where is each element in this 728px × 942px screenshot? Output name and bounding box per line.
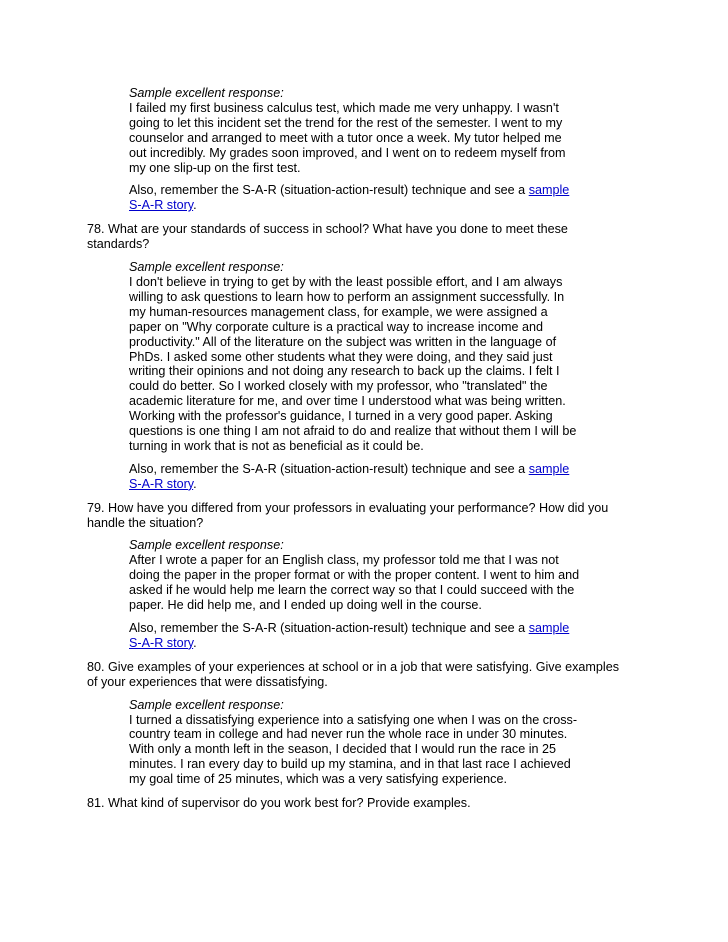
question-80: 80. Give examples of your experiences at school or in a job that were satisfying. Give examples (87, 659, 619, 674)
answer-line: willing to ask questions to learn how to perform an assignment successfully. In (129, 289, 565, 304)
answer-line: Working with the professor's guidance, I turned in a very good paper. Asking (129, 409, 553, 424)
answer-line: academic literature for me, and over time I understood what was being written. (129, 394, 566, 409)
question-80: of your experiences that were dissatisfying. (87, 674, 328, 689)
answer-line: my one slip-up on the first test. (129, 160, 301, 175)
answer-line: doing the paper in the proper format or with the proper content. I went to him and (129, 568, 580, 583)
sar-reminder: Also, remember the S-A-R (situation-action-result) technique and see a sample (129, 621, 570, 635)
sar-reminder-continued: S-A-R story. (129, 198, 197, 213)
question-78: 78. What are your standards of success in school? What have you done to meet these (87, 222, 568, 237)
answer-line: I turned a dissatisfying experience into a satisfying one when I was on the cross- (129, 712, 578, 727)
sample-sar-story-link[interactable]: sample (528, 461, 570, 476)
answer-line: After I wrote a paper for an English class, my professor told me that I was not (129, 553, 559, 568)
answer-line: going to let this incident set the trend for the rest of the semester. I went to my (129, 115, 563, 130)
answer-line: could do better. So I worked closely with my professor, who "translated" the (129, 379, 548, 394)
answer-line: paper. He did help me, and I ended up doing well in the course. (129, 598, 482, 613)
answer-line: my goal time of 25 minutes, which was a very satisfying experience. (129, 772, 507, 787)
answer-line: I failed my first business calculus test, which made me very unhappy. I wasn't (129, 100, 559, 115)
sample-response-heading: Sample excellent response: (129, 697, 284, 712)
question-79: 79. How have you differed from your professors in evaluating your performance? How did you (87, 500, 609, 515)
question-79: handle the situation? (87, 515, 204, 530)
answer-line: With only a month left in the season, I decided that I would run the race in 25 (129, 742, 557, 757)
sar-reminder: Also, remember the S-A-R (situation-action-result) technique and see a sample (129, 183, 570, 198)
sar-reminder-continued: S-A-R story. (129, 476, 197, 491)
sample-sar-story-link[interactable]: sample (528, 183, 570, 198)
document-page (87, 86, 687, 811)
sample-sar-story-link[interactable]: S-A-R story (129, 635, 194, 650)
sar-reminder: Also, remember the S-A-R (situation-action-result) technique and see a sample (129, 461, 570, 476)
answer-line: asked if he would help me learn the correct way so that I could succeed with the (129, 583, 575, 598)
answer-line: counselor and arranged to meet with a tutor once a week. My tutor helped me (129, 130, 562, 145)
sample-response-heading: Sample excellent response: (129, 86, 284, 100)
answer-line: out incredibly. My grades soon improved, and I went on to redeem myself from (129, 145, 566, 160)
sample-response-heading: Sample excellent response: (129, 538, 284, 553)
answer-line: paper on "Why corporate culture is a practical way to increase income and (129, 319, 543, 334)
answer-line: my human-resources management class, for example, we were assigned a (129, 304, 548, 319)
sample-sar-story-link[interactable]: sample (528, 621, 570, 635)
answer-line: country team in college and had never run the whole race in under 30 minutes. (129, 727, 568, 742)
sar-reminder-continued: S-A-R story. (129, 635, 197, 650)
answer-line: minutes. I ran every day to build up my stamina, and in that last race I achieved (129, 757, 571, 772)
answer-line: PhDs. I asked some other students what they were doing, and they said just (129, 349, 553, 364)
sample-response-heading: Sample excellent response: (129, 260, 284, 275)
sample-sar-story-link[interactable]: S-A-R story (129, 198, 194, 213)
answer-line: I don't believe in trying to get by with the least possible effort, and I am always (129, 274, 563, 289)
sample-sar-story-link[interactable]: S-A-R story (129, 476, 194, 491)
question-81: 81. What kind of supervisor do you work best for? Provide examples. (87, 796, 471, 811)
answer-line: questions is one thing I am not afraid to do and realize that without them I will be (129, 424, 577, 439)
answer-line: turning in work that is not as beneficial as it could be. (129, 438, 424, 453)
question-78: standards? (87, 237, 150, 252)
answer-line: productivity." All of the literature on the subject was written in the language of (129, 334, 557, 349)
answer-line: writing their opinions and not doing any research to back up the claims. I felt I (129, 364, 560, 379)
